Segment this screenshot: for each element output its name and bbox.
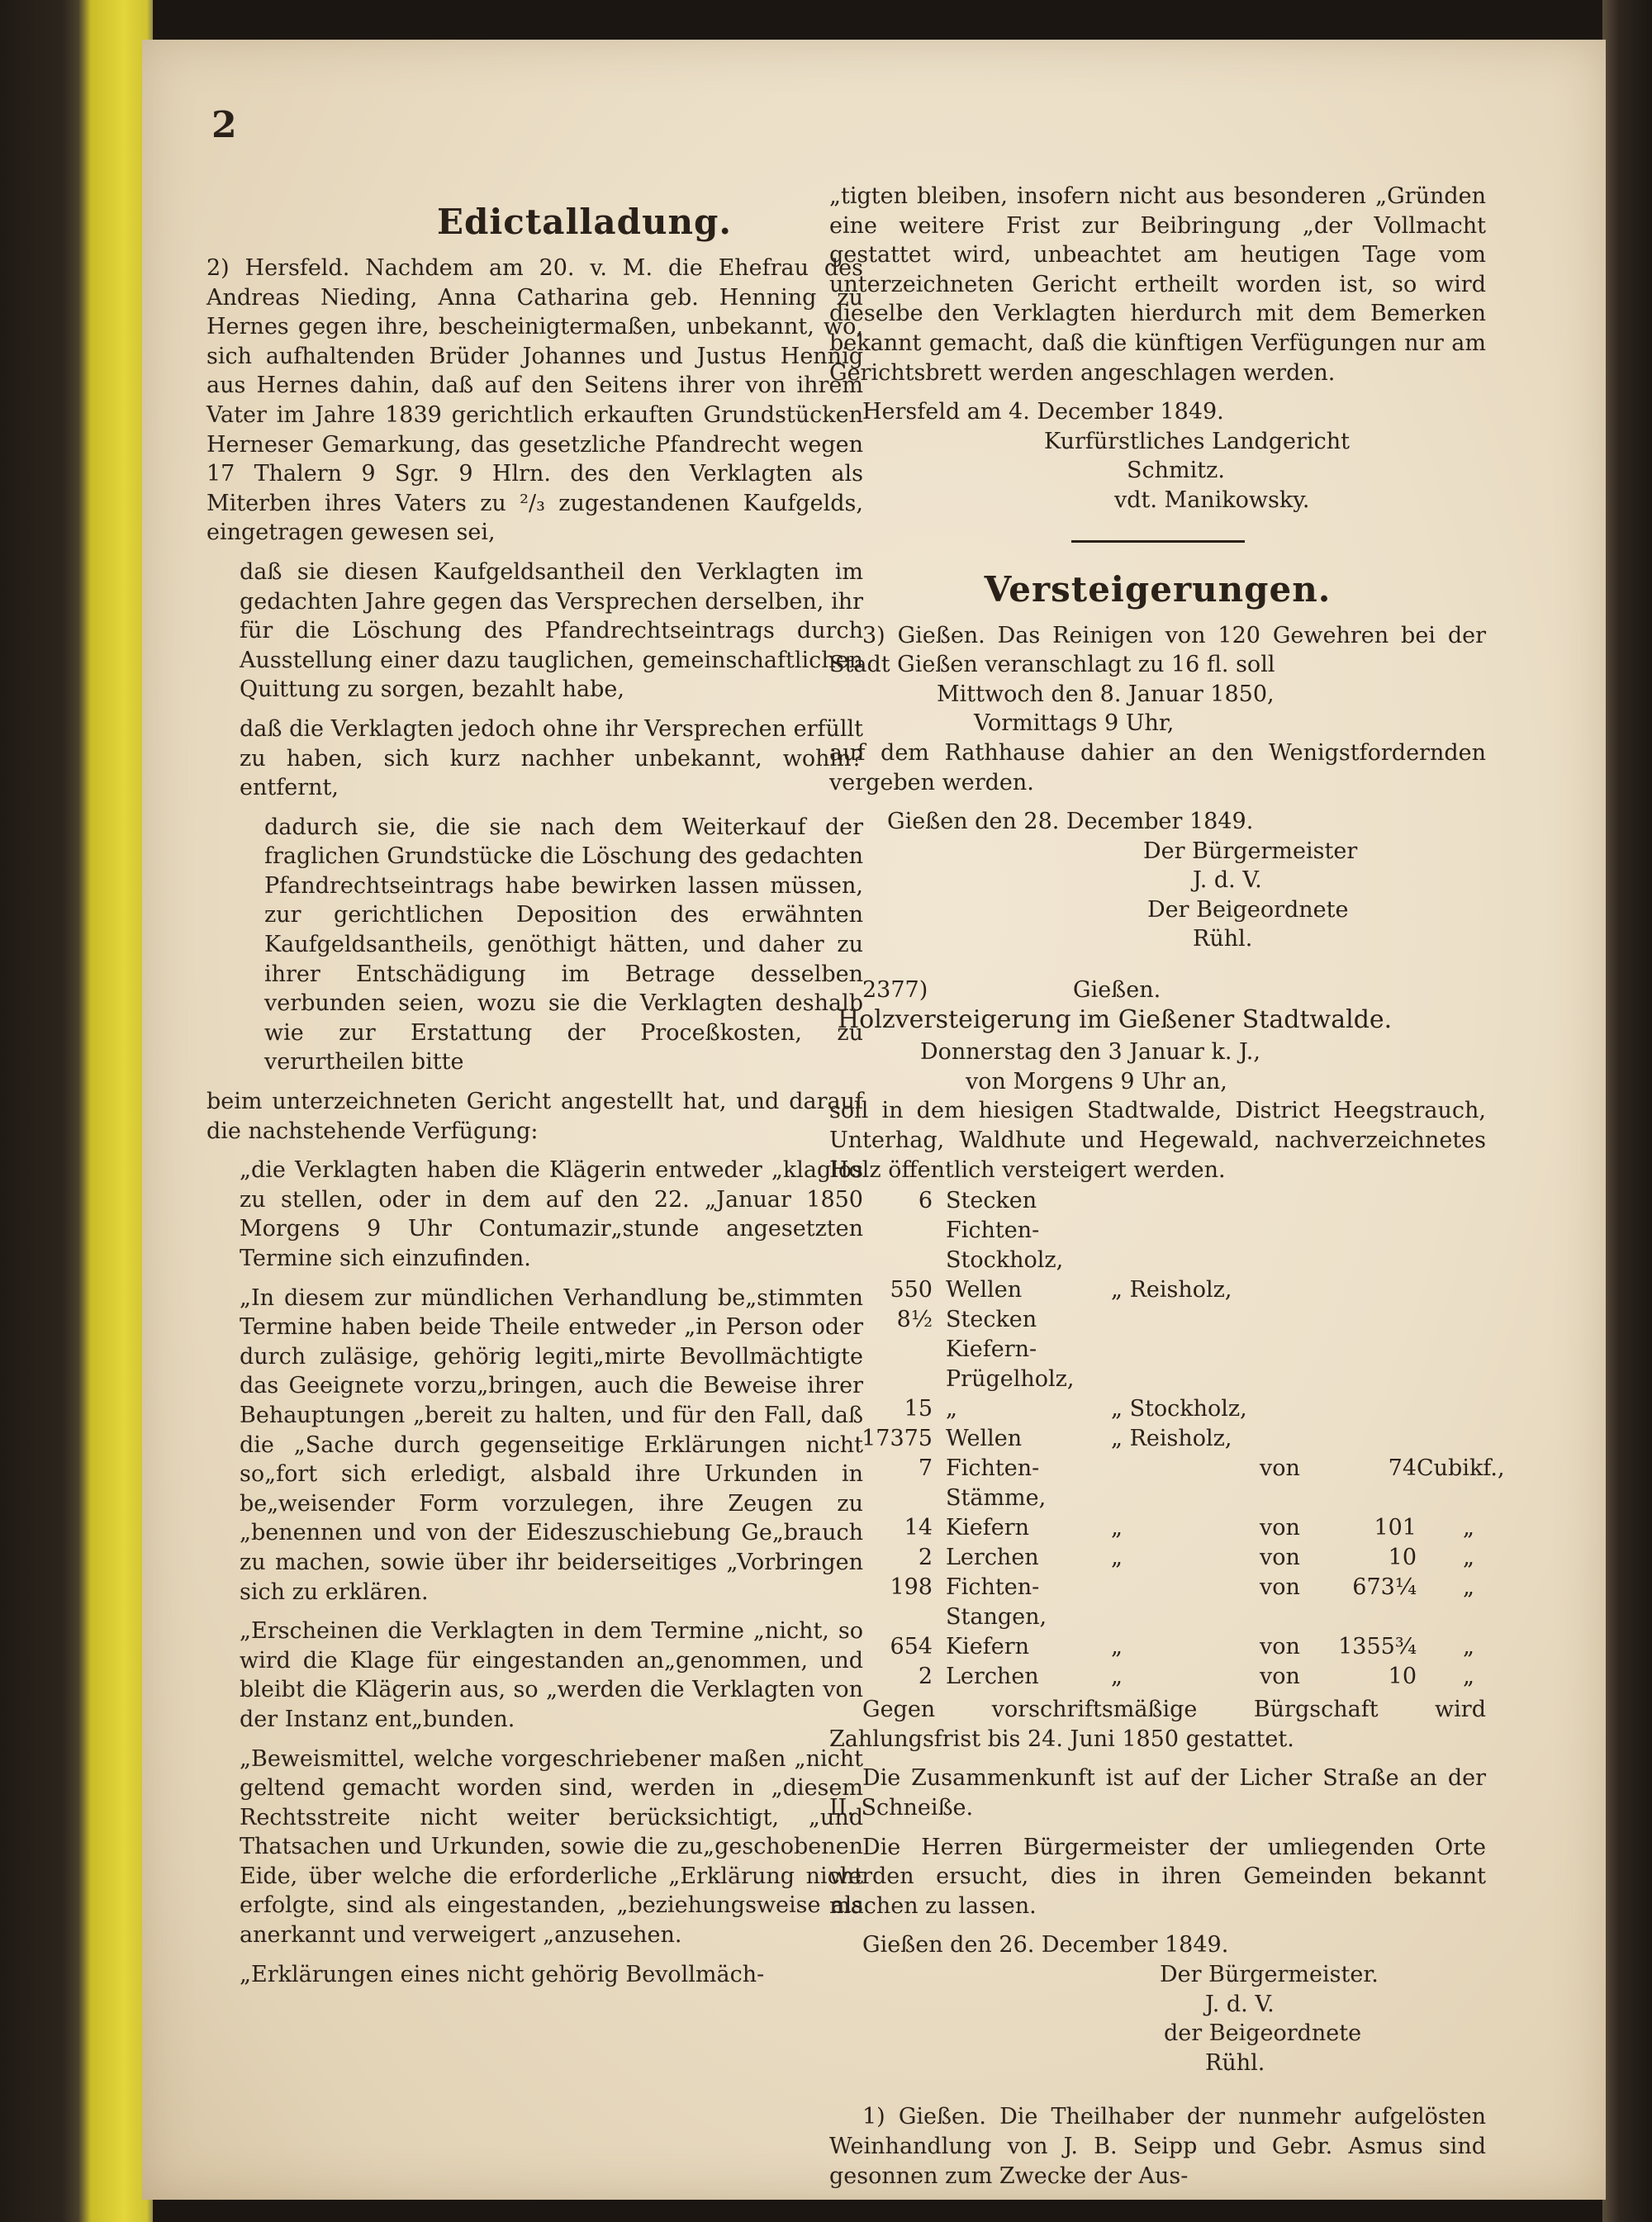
wood-cell-c: von: [1260, 1455, 1300, 1482]
wood-cell-c: von: [1260, 1545, 1300, 1571]
signature-schmitz: Schmitz.: [1127, 458, 1225, 484]
right-paragraph-4: Gegen vorschriftsmäßige Bürgschaft wird Zahlungsfrist bis 24. Juni 1850 gestattet.: [829, 1697, 1486, 1752]
right-paragraph-5: Die Zusammenkunft ist auf der Licher Straße an der II. Schneiße.: [829, 1765, 1486, 1821]
wood-cell-b: [1111, 1305, 1260, 1394]
auction-2377-date: Donnerstag den 3 Januar k. J.,: [920, 1039, 1260, 1066]
wood-row: [829, 1454, 1505, 1513]
auction-time-line: Vormittags 9 Uhr,: [974, 710, 1175, 737]
wood-cell-a: Lerchen: [946, 1545, 1039, 1571]
signature-manikowsky: vdt. Manikowsky.: [1114, 487, 1310, 513]
wood-cell-a: Kiefern: [946, 1515, 1030, 1541]
wood-cell-n: 6: [918, 1188, 933, 1214]
left-paragraph-3: daß die Verklagten jedoch ohne ihr Versprechen erfüllt zu haben, sich kurz nachher unbekannt, wohin? entfernt,: [240, 715, 863, 801]
wood-cell-b: [1111, 1454, 1260, 1513]
left-paragraph-7: „In diesem zur mündlichen Verhandlung be„stimmten Termine haben beide Theile entweder „in Person oder durch zuläsige, gehörig legiti„mirte Bevollmächtigte das Geeignete vorzu„bringen, auch die Beweise ihrer Behauptungen „bereit zu halten, und für den Fall, daß die „Sache durch gegenseitige Erklärungen nicht so„fort sich erledigt, alsbald ihre Urkunden in be„weisender Form vorzulegen, ihre Zeugen zu „benennen und von der Eideszuschiebung Ge„brauch zu machen, sowie über ihr beiderseitiges „Vorbringen sich zu erklären.: [240, 1284, 863, 1605]
auction-place: Gießen.: [1073, 977, 1161, 1004]
wood-cell-b: „ Stockholz,: [1111, 1396, 1247, 1422]
wood-cell-e: „: [1463, 1515, 1474, 1541]
wood-cell-c: [1260, 1305, 1317, 1394]
wood-cell-c: [1260, 1186, 1317, 1275]
auction-title: Holzversteigerung im Gießener Stadtwalde.: [838, 1004, 1393, 1034]
signature-buergermeister-1: Der Bürgermeister: [1143, 838, 1358, 864]
wood-row: [829, 1394, 1486, 1424]
wood-cell-a: Stecken Fichten-Stockholz,: [946, 1188, 1064, 1274]
wood-cell-a: Fichten-Stangen,: [946, 1574, 1047, 1631]
left-column: [206, 188, 863, 1999]
wood-cell-c: [1260, 1394, 1317, 1424]
wood-row: [829, 1543, 1486, 1573]
wood-cell-d: 10: [1388, 1664, 1417, 1690]
wood-cell-d: 1355¾: [1338, 1634, 1417, 1660]
wood-cell-d: [1317, 1424, 1417, 1454]
wood-cell-a: Fichten-Stämme,: [946, 1455, 1047, 1512]
wood-cell-n: 7: [918, 1455, 933, 1482]
wood-cell-c: von: [1260, 1664, 1300, 1690]
auction-number: 2377): [862, 977, 928, 1004]
wood-cell-c: von: [1260, 1515, 1300, 1541]
wood-cell-c: [1260, 1424, 1317, 1454]
signature-court: Kurfürstliches Landgericht: [1044, 428, 1350, 454]
wood-cell-d: 10: [1388, 1545, 1417, 1571]
wood-cell-b: [1111, 1573, 1260, 1632]
wood-cell-a: Stecken Kiefern-Prügelholz,: [946, 1307, 1075, 1393]
right-column: [829, 182, 1505, 2201]
wood-row: [829, 1513, 1486, 1543]
wood-cell-b: „: [1111, 1664, 1123, 1690]
auction-date-line: Mittwoch den 8. Januar 1850,: [937, 681, 1275, 707]
wood-row: [829, 1632, 1486, 1662]
wood-row: [829, 1424, 1486, 1454]
wood-cell-n: 2: [918, 1664, 933, 1690]
left-paragraph-4: dadurch sie, die sie nach dem Weiterkauf der fraglichen Grundstücke die Löschung des gedachten Pfandrechtseintrags habe bewirken lassen müssen, zur gerichtlichen Deposition des erwähnten Kaufgeldsantheils, genöthigt hätten, und daher zu ihrer Entschädigung im Betrage desselben verbunden seien, wozu sie die Verklagten deshalb wie zur Erstattung der Proceßkosten, zu verurtheilen bitte: [264, 814, 863, 1075]
heading-versteigerungen: Versteigerungen.: [984, 568, 1332, 610]
wood-cell-n: 550: [890, 1277, 933, 1303]
right-paragraph-1: „tigten bleiben, insofern nicht aus besonderen „Gründen eine weitere Frist zur Beibringung „der Vollmacht gestattet wird, unbeachtet am heutigen Tage vom unterzeichneten Gericht ertheilt worden ist, so wird dieselbe den Verklagten hierdurch mit dem Bemerken bekannt gemacht, daß die künftigen Verfügungen nur am Gerichtsbrett werden angeschlagen werden.: [829, 183, 1486, 386]
wood-cell-e: Cubikf.,: [1417, 1455, 1505, 1482]
wood-cell-b: „ Reisholz,: [1111, 1426, 1232, 1452]
right-paragraph-6: Die Herren Bürgermeister der umliegenden Orte werden ersucht, dies in ihren Gemeinden bekannt machen zu lassen.: [829, 1834, 1486, 1919]
date-hersfeld: Hersfeld am 4. December 1849.: [862, 399, 1224, 425]
wood-cell-e: „: [1463, 1574, 1474, 1601]
wood-cell-d: [1317, 1394, 1417, 1424]
auction-2377-time: von Morgens 9 Uhr an,: [966, 1068, 1227, 1094]
wood-cell-d: 673¼: [1352, 1574, 1417, 1601]
wood-cell-c: von: [1260, 1574, 1300, 1601]
left-paragraph-1: 2) Hersfeld. Nachdem am 20. v. M. die Ehefrau des Andreas Nieding, Anna Catharina geb. Henning zu Hernes gegen ihre, bescheinigtermaßen, unbekannt, wo, sich aufhaltenden Brüder Johannes und Justus Hennig aus Hernes dahin, daß auf den Seitens ihrer von ihrem Vater im Jahre 1839 gerichtlich erkauften Grundstücken Herneser Gemarkung, das gesetzliche Pfandrecht wegen 17 Thalern 9 Sgr. 9 Hlrn. des den Verklagten als Miterben ihres Vaters zu ²/₃ zugestandenen Kaufgelds, eingetragen gewesen sei,: [206, 255, 863, 546]
signature-ruehl-2: Rühl.: [1205, 2049, 1265, 2076]
wood-cell-c: von: [1260, 1634, 1300, 1660]
wood-cell-n: 8½: [896, 1307, 933, 1333]
right-paragraph-2: 3) Gießen. Das Reinigen von 120 Gewehren bei der Stadt Gießen veranschlagt zu 16 fl. soll: [829, 622, 1486, 678]
signature-jdv-1: J. d. V.: [1193, 867, 1262, 894]
wood-cell-a: Kiefern: [946, 1634, 1030, 1660]
wood-row: [829, 1662, 1486, 1692]
right-paragraph-7: 1) Gießen. Die Theilhaber der nunmehr aufgelösten Weinhandlung von J. B. Seipp und Gebr. Asmus sind gesonnen zum Zwecke der Aus-: [829, 2104, 1486, 2189]
wood-cell-a: „: [946, 1396, 957, 1422]
left-paragraph-6: „die Verklagten haben die Klägerin entweder „klaglos zu stellen, oder in dem auf den 22. „Januar 1850 Morgens 9 Uhr Contumazir„stunde angesetzten Termine sich einzufinden.: [240, 1157, 863, 1271]
auction-2377-header: [862, 976, 1486, 1005]
wood-cell-e: [1417, 1424, 1474, 1454]
section-divider: [1071, 540, 1245, 543]
wood-row: [829, 1186, 1486, 1275]
left-paragraph-10: „Erklärungen eines nicht gehörig Bevollmäch-: [240, 1961, 765, 1987]
left-paragraph-5: beim unterzeichneten Gericht angestellt hat, und darauf die nachstehende Verfügung:: [206, 1089, 863, 1144]
wood-cell-n: 14: [904, 1515, 933, 1541]
wood-cell-n: 654: [890, 1634, 933, 1660]
date-giessen-2: Gießen den 26. December 1849.: [862, 1932, 1229, 1958]
wood-cell-e: „: [1463, 1664, 1474, 1690]
wood-row: [829, 1305, 1486, 1394]
wood-cell-b: „: [1111, 1545, 1123, 1571]
wood-cell-e: „: [1463, 1545, 1474, 1571]
date-giessen-1: Gießen den 28. December 1849.: [887, 809, 1254, 835]
wood-cell-b: „: [1111, 1515, 1123, 1541]
wood-cell-e: [1417, 1186, 1474, 1275]
wood-cell-e: [1417, 1394, 1474, 1424]
wood-cell-n: 15: [904, 1396, 933, 1422]
wood-cell-b: [1111, 1186, 1260, 1275]
wood-cell-n: 2: [918, 1545, 933, 1571]
signature-beigeordnete-1: Der Beigeordnete: [1147, 896, 1349, 923]
wood-cell-n: 17375: [862, 1426, 933, 1452]
wood-cell-n: 198: [890, 1574, 933, 1601]
page-number: 2: [211, 104, 237, 146]
wood-list: [829, 1186, 1505, 1692]
signature-beigeordnete-2: der Beigeordnete: [1164, 2020, 1362, 2047]
left-paragraph-9: „Beweismittel, welche vorgeschriebener maßen „nicht geltend gemacht worden sind, werden in „diesem Rechtsstreite nicht weiter berücksichtigt, „und Thatsachen und Urkunden, sowie die zu„geschobenen Eide, über welche die erforderliche „Erklärung nicht erfolgte, sind als eingestanden, „beziehungsweise als anerkannt und verweigert „anzusehen.: [240, 1745, 863, 1949]
wood-cell-c: [1260, 1275, 1317, 1305]
wood-cell-d: [1317, 1186, 1417, 1275]
left-paragraph-2: daß sie diesen Kaufgeldsantheil den Verklagten im gedachten Jahre gegen das Versprechen derselben, ihr für die Löschung des Pfandrechtseintrags durch Ausstellung einer dazu tauglichen, gemeinschaftlichen Quittung zu sorgen, bezahlt habe,: [240, 558, 863, 703]
newspaper-page: [142, 40, 1606, 2200]
signature-ruehl-1: Rühl.: [1193, 926, 1253, 952]
wood-cell-b: „ Reisholz,: [1111, 1277, 1232, 1303]
left-paragraph-8: „Erscheinen die Verklagten in dem Termine „nicht, so wird die Klage für eingestanden an„genommen, und bleibt die Klägerin aus, so „werden die Verklagten von der Instanz ent„bunden.: [240, 1618, 863, 1732]
wood-cell-b: „: [1111, 1634, 1123, 1660]
wood-cell-e: [1417, 1275, 1474, 1305]
wood-cell-d: 74: [1388, 1455, 1417, 1482]
wood-cell-a: Wellen: [946, 1277, 1023, 1303]
right-paragraph-3: soll in dem hiesigen Stadtwalde, District Heegstrauch, Unterhag, Waldhute und Hegewald, nachverzeichnetes Holz öffentlich versteigert werden.: [829, 1098, 1486, 1183]
scan-edge-left: [0, 0, 153, 2222]
wood-cell-d: [1317, 1305, 1417, 1394]
right-paragraph-2-rest: auf dem Rathhause dahier an den Wenigstfordernden vergeben werden.: [829, 739, 1486, 795]
wood-row: [829, 1275, 1486, 1305]
signature-buergermeister-2: Der Bürgermeister.: [1160, 1961, 1379, 1987]
scan-edge-right: [1602, 0, 1652, 2222]
signature-jdv-2: J. d. V.: [1205, 1991, 1275, 2017]
wood-row: [829, 1573, 1486, 1632]
wood-cell-d: 101: [1374, 1515, 1417, 1541]
heading-edictalladung: Edictalladung.: [436, 202, 733, 242]
wood-cell-a: Lerchen: [946, 1664, 1039, 1690]
wood-cell-d: [1317, 1275, 1417, 1305]
wood-cell-e: „: [1463, 1634, 1474, 1660]
wood-cell-e: [1417, 1305, 1474, 1394]
wood-cell-a: Wellen: [946, 1426, 1023, 1452]
